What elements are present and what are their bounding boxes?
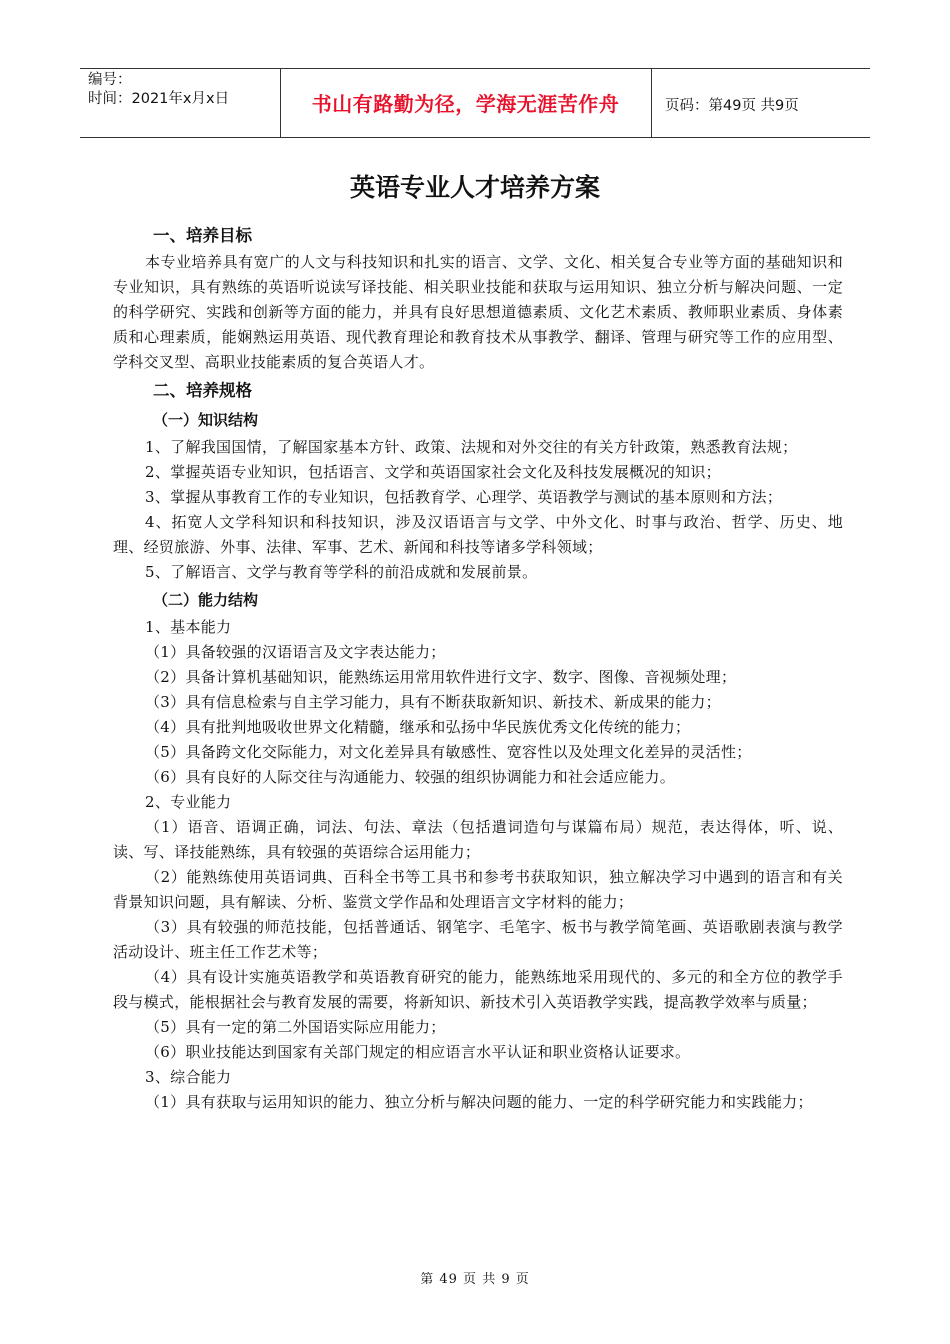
ability-heading-basic: 1、基本能力 [145, 618, 232, 636]
section-heading-goals: 一、培养目标 [153, 226, 252, 245]
document-title: 英语专业人才培养方案 [349, 173, 600, 202]
professional-ability-item-2: （2）能熟练使用英语词典、百科全书等工具书和参考书获取知识，独立解决学习中遇到的语言和有关背景知识问题，具有解读、分析、鉴赏文学作品和处理语言文字材料的能力； [113, 868, 843, 911]
basic-ability-item-6: （6）具有良好的人际交往与沟通能力、较强的组织协调能力和社会适应能力。 [145, 768, 676, 786]
page-footer: 第 49 页 共 9 页 [420, 1272, 530, 1287]
professional-ability-item-4: （4）具有设计实施英语教学和英语教育研究的能力，能熟练地采用现代的、多元的和全方位的教学手段与模式，能根据社会与教育发展的需要，将新知识、新技术引入英语教学实践，提高教学效率与质量； [113, 968, 843, 1011]
header-page-cell [651, 69, 870, 137]
basic-ability-item-2: （2）具备计算机基础知识，能熟练运用常用软件进行文字、数字、图像、音视频处理； [145, 668, 737, 686]
header-page-info: 页码：第49页 共9页 [665, 98, 799, 114]
knowledge-item-5: 5、了解语言、文学与教育等学科的前沿成就和发展前景。 [145, 563, 538, 581]
comprehensive-ability-item-1: （1）具有获取与运用知识的能力、独立分析与解决问题的能力、一定的科学研究能力和实践能力； [145, 1093, 813, 1111]
knowledge-item-1: 1、了解我国国情，了解国家基本方针、政策、法规和对外交往的有关方针政策，熟悉教育法规； [145, 438, 798, 456]
basic-ability-item-1: （1）具备较强的汉语语言及文字表达能力； [145, 643, 446, 661]
basic-ability-item-4: （4）具有批判地吸收世界文化精髓，继承和弘扬中华民族优秀文化传统的能力； [145, 718, 691, 736]
knowledge-item-4: 4、拓宽人文学科知识和科技知识，涉及汉语语言与文学、中外文化、时事与政治、哲学、历史、地理、经贸旅游、外事、法律、军事、艺术、新闻和科技等诸多学科领域； [113, 513, 843, 556]
ability-heading-professional: 2、专业能力 [145, 793, 232, 811]
subsection-heading-knowledge: （一）知识结构 [153, 411, 259, 429]
document-time-label: 时间：2021年x月x日 [88, 91, 230, 107]
subsection-heading-ability: （二）能力结构 [153, 591, 259, 609]
header-meta-cell [80, 69, 281, 137]
professional-ability-item-5: （5）具有一定的第二外国语实际应用能力； [145, 1018, 446, 1036]
professional-ability-item-3: （3）具有较强的师范技能，包括普通话、钢笔字、毛笔字、板书与教学简笔画、英语歌剧表演与教学活动设计、班主任工作艺术等； [113, 918, 843, 961]
professional-ability-item-6: （6）职业技能达到国家有关部门规定的相应语言水平认证和职业资格认证要求。 [145, 1043, 691, 1061]
professional-ability-item-1: （1）语音、语调正确，词法、句法、章法（包括遣词造句与谋篇布局）规范，表达得体，听、说、读、写、译技能熟练，具有较强的英语综合运用能力； [113, 818, 843, 861]
page-header [80, 68, 870, 138]
knowledge-item-2: 2、掌握英语专业知识，包括语言、文学和英语国家社会文化及科技发展概况的知识； [145, 463, 721, 481]
section-heading-specs: 二、培养规格 [153, 381, 252, 400]
ability-heading-comprehensive: 3、综合能力 [145, 1068, 232, 1086]
basic-ability-item-3: （3）具有信息检索与自主学习能力，具有不断获取新知识、新技术、新成果的能力； [145, 693, 721, 711]
paragraph-goals: 本专业培养具有宽广的人文与科技知识和扎实的语言、文学、文化、相关复合专业等方面的基础知识和专业知识，具有熟练的英语听说读写译技能、相关职业技能和获取与运用知识、独立分析与解决问题、一定的科学研究、实践和创新等方面的能力，并具有良好思想道德素质、文化艺术素质、教师职业素质、身体素质和心理素质，能娴熟运用英语、现代教育理论和教育技术从事教学、翻译、管理与研究等工作的应用型、学科交叉型、高职业技能素质的复合英语人才。 [113, 253, 843, 371]
basic-ability-item-5: （5）具备跨文化交际能力，对文化差异具有敏感性、宽容性以及处理文化差异的灵活性； [145, 743, 752, 761]
header-motto-cell [280, 69, 652, 137]
document-number-label: 编号： [88, 72, 132, 88]
knowledge-item-3: 3、掌握从事教育工作的专业知识，包括教育学、心理学、英语教学与测试的基本原则和方法； [145, 488, 783, 506]
document-body [113, 220, 843, 1115]
header-motto: 书山有路勤为径，学海无涯苦作舟 [311, 92, 620, 116]
